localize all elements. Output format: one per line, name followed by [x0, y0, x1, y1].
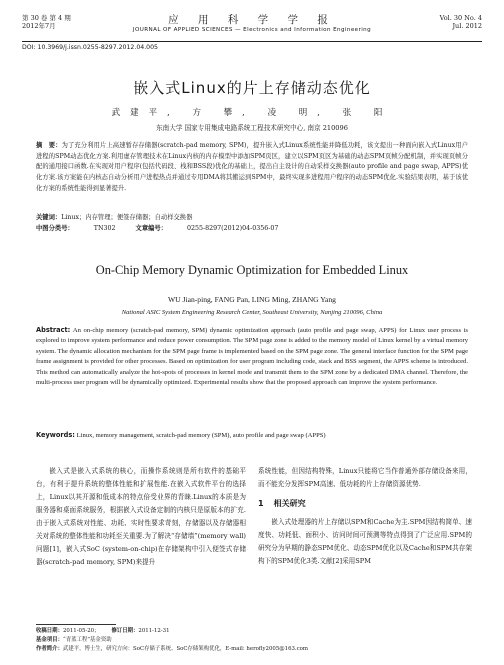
keywords-en-text: Linux, memory management, scratch-pad memory (SPM), auto profile and page swap (APPS) — [76, 432, 326, 439]
keywords-en — [36, 430, 468, 441]
article-number: 0255-8297(2012)04-0356-07 — [187, 225, 279, 232]
section-number: 1 — [258, 499, 264, 508]
authors-cn: 武建平, 方 攀, 凌 明, 张 阳 — [111, 108, 393, 118]
header-rule — [22, 41, 482, 42]
title-cn: 嵌入式Linux的片上存储动态优化 — [133, 79, 371, 97]
date-en: Jul. 2012 — [452, 22, 482, 30]
affiliation-cn: 东南大学 国家专用集成电路系统工程技术研究中心, 南京 210096 — [156, 124, 348, 132]
author-bio-text: 武建平，博士生，研究方向：SoC存储子系统、SoC存储架构优化，E-mail: herofly2005@163.com — [62, 645, 309, 652]
affiliation-en: National ASIC System Engineering Research Center, Southeast University, Nanjing 210096, China — [121, 309, 383, 316]
header-center — [22, 14, 482, 34]
abstract-cn-label: 摘 要： — [36, 142, 62, 149]
journal-name-en: JOURNAL OF APPLIED SCIENCES — Electronics and Information Engineering — [132, 27, 372, 33]
article-number-label: 文章编号： — [135, 225, 167, 232]
volume-issue-cn: 第 30 卷 第 4 期 — [22, 14, 71, 22]
received-label: 收稿日期： — [36, 628, 63, 634]
abstract-en-text: An on-chip memory (scratch-pad memory, SPM) dynamic optimization approach (auto profile and page swap, APPS) for Linux user process is explored to improve system performance and reduce power consumption. The SPM page zone is added to the memory model of Linux kernel by a virtual memory system. The dynamic allocation mechanism for the SPM page frame is implemented based on the SPM page zone. The general interface function for the SPM page frame assignment is provided for other processes. Based on optimization for user program including code, stack and BSS segment, the APPS scheme is introduced. This method can automatically analyze the hot-spots of processes in kernel mode and transmit them to the SPM zone by a dedicated DMA channel. Therefore, the multi-process user program will be dynamically optimized. Experimental results show that the proposed approach can improve the system performance. — [36, 327, 469, 387]
header-right — [440, 14, 482, 30]
footnotes — [36, 627, 308, 653]
fund-text: “青蓝工程”基金资助 — [62, 636, 112, 643]
author-bio-label: 作者简介： — [36, 645, 63, 652]
section-heading — [258, 497, 472, 510]
doi[interactable]: DOI: 10.3969/j.issn.0255-8297.2012.04.005 — [22, 44, 158, 51]
abstract-en-label: Abstract: — [36, 326, 71, 334]
section-title: 相关研究 — [273, 499, 306, 508]
received-date: 2011-05-20； — [62, 628, 100, 634]
keywords-en-label: Keywords: — [36, 431, 75, 439]
body-left-column — [36, 465, 246, 569]
keywords-cn-text: Linux；内存管理；便签存储器；自动样交换器 — [61, 214, 193, 221]
abstract-en — [36, 325, 468, 388]
keywords-cn-label: 关键词： — [36, 214, 62, 221]
volume-issue-en: Vol. 30 No. 4 — [439, 14, 482, 22]
footnote-author — [36, 645, 308, 654]
footnote-dates — [36, 627, 308, 636]
revised-date: 2011-12-31 — [138, 628, 170, 634]
keywords-cn — [36, 213, 468, 224]
body-right-column — [258, 465, 472, 568]
title-en: On-Chip Memory Dynamic Optimization for Embedded Linux — [95, 263, 409, 277]
footnote-fund — [36, 636, 308, 645]
clc-number: TN302 — [93, 225, 116, 232]
body-paragraph: 系统性能，但因结构特殊，Linux只能将它当作普通外部存储设备来用，而不能充分发挥SPM高速、低功耗的片上存储资源优势. — [258, 467, 472, 488]
classification-cn — [36, 224, 468, 235]
journal-name-cn: 应 用 科 学 学 报 — [168, 14, 336, 26]
footnote-rule — [36, 624, 116, 625]
clc-label: 中图分类号： — [36, 225, 74, 232]
date-cn: 2012年7月 — [22, 22, 56, 30]
abstract-cn-text: 为了充分利用片上高速暂存存储器(scratch-pad memory, SPM)，提升嵌入式Linux系统性能并降低功耗，该文提出一种面向嵌入式Linux用户进程的SPM动态优化方案.利用虚存管理技术在Linux内核的内存模型中添加SPM页区，建立以SPM页区为基础的动态SPM页帧分配机制，并实现页帧分配的通用接口函数.在实现对用户程序(包括代码段、栈和BSS段)优化的基础上，提出自主设计的自动采样交换器(auto profile and page swap, APPS)优化方案.该方案能在内核态自动分析用户进程热点并通过专用DMA将其搬运到SPM中，最终实现多进程用户程序的动态SPM优化.实验结果表明，基于该优化方案的系统性能得到显著提升. — [36, 142, 469, 192]
fund-label: 基金项目： — [36, 636, 63, 643]
authors-en: WU Jian-ping, FANG Pan, LING Ming, ZHANG Yang — [168, 295, 336, 304]
body-paragraph: 嵌入式是嵌入式系统的核心，而操作系统则是所有软件的基础平台，有利于提升系统的整体性能和扩展性能.在嵌入式软件平台的选择上，Linux以其开源和低成本的特点倍受业界的青睐.Linux的本质是为服务器和桌面系统服务，根据嵌入式设备定制的内核只是原版本的扩充.由于嵌入式系统对性能、功耗、实时性要求苛刻，存储器以及存储器相关对系统的整体性能和功耗至关重要.为了解决“存储墙”(memory wall)问题[1]，嵌入式SoC (system-on-chip)在存储架构中引入便签式存储器(scratch-pad memory, SPM)来提升 — [36, 467, 246, 566]
revised-label: 修订日期： — [111, 628, 139, 634]
page-header — [22, 14, 482, 38]
body-paragraph: 嵌入式处理器的片上存储以SPM和Cache为主.SPM因结构简单、速度快、功耗低、面积小、访问时间可预测等特点得到了广泛应用.SPM的研究分为早期的静态SPM优化、动态SPM优化以及Cache和SPM共存架构下的SPM优化3类.文献[2]采用SPM — [258, 518, 472, 565]
abstract-cn — [36, 141, 468, 195]
